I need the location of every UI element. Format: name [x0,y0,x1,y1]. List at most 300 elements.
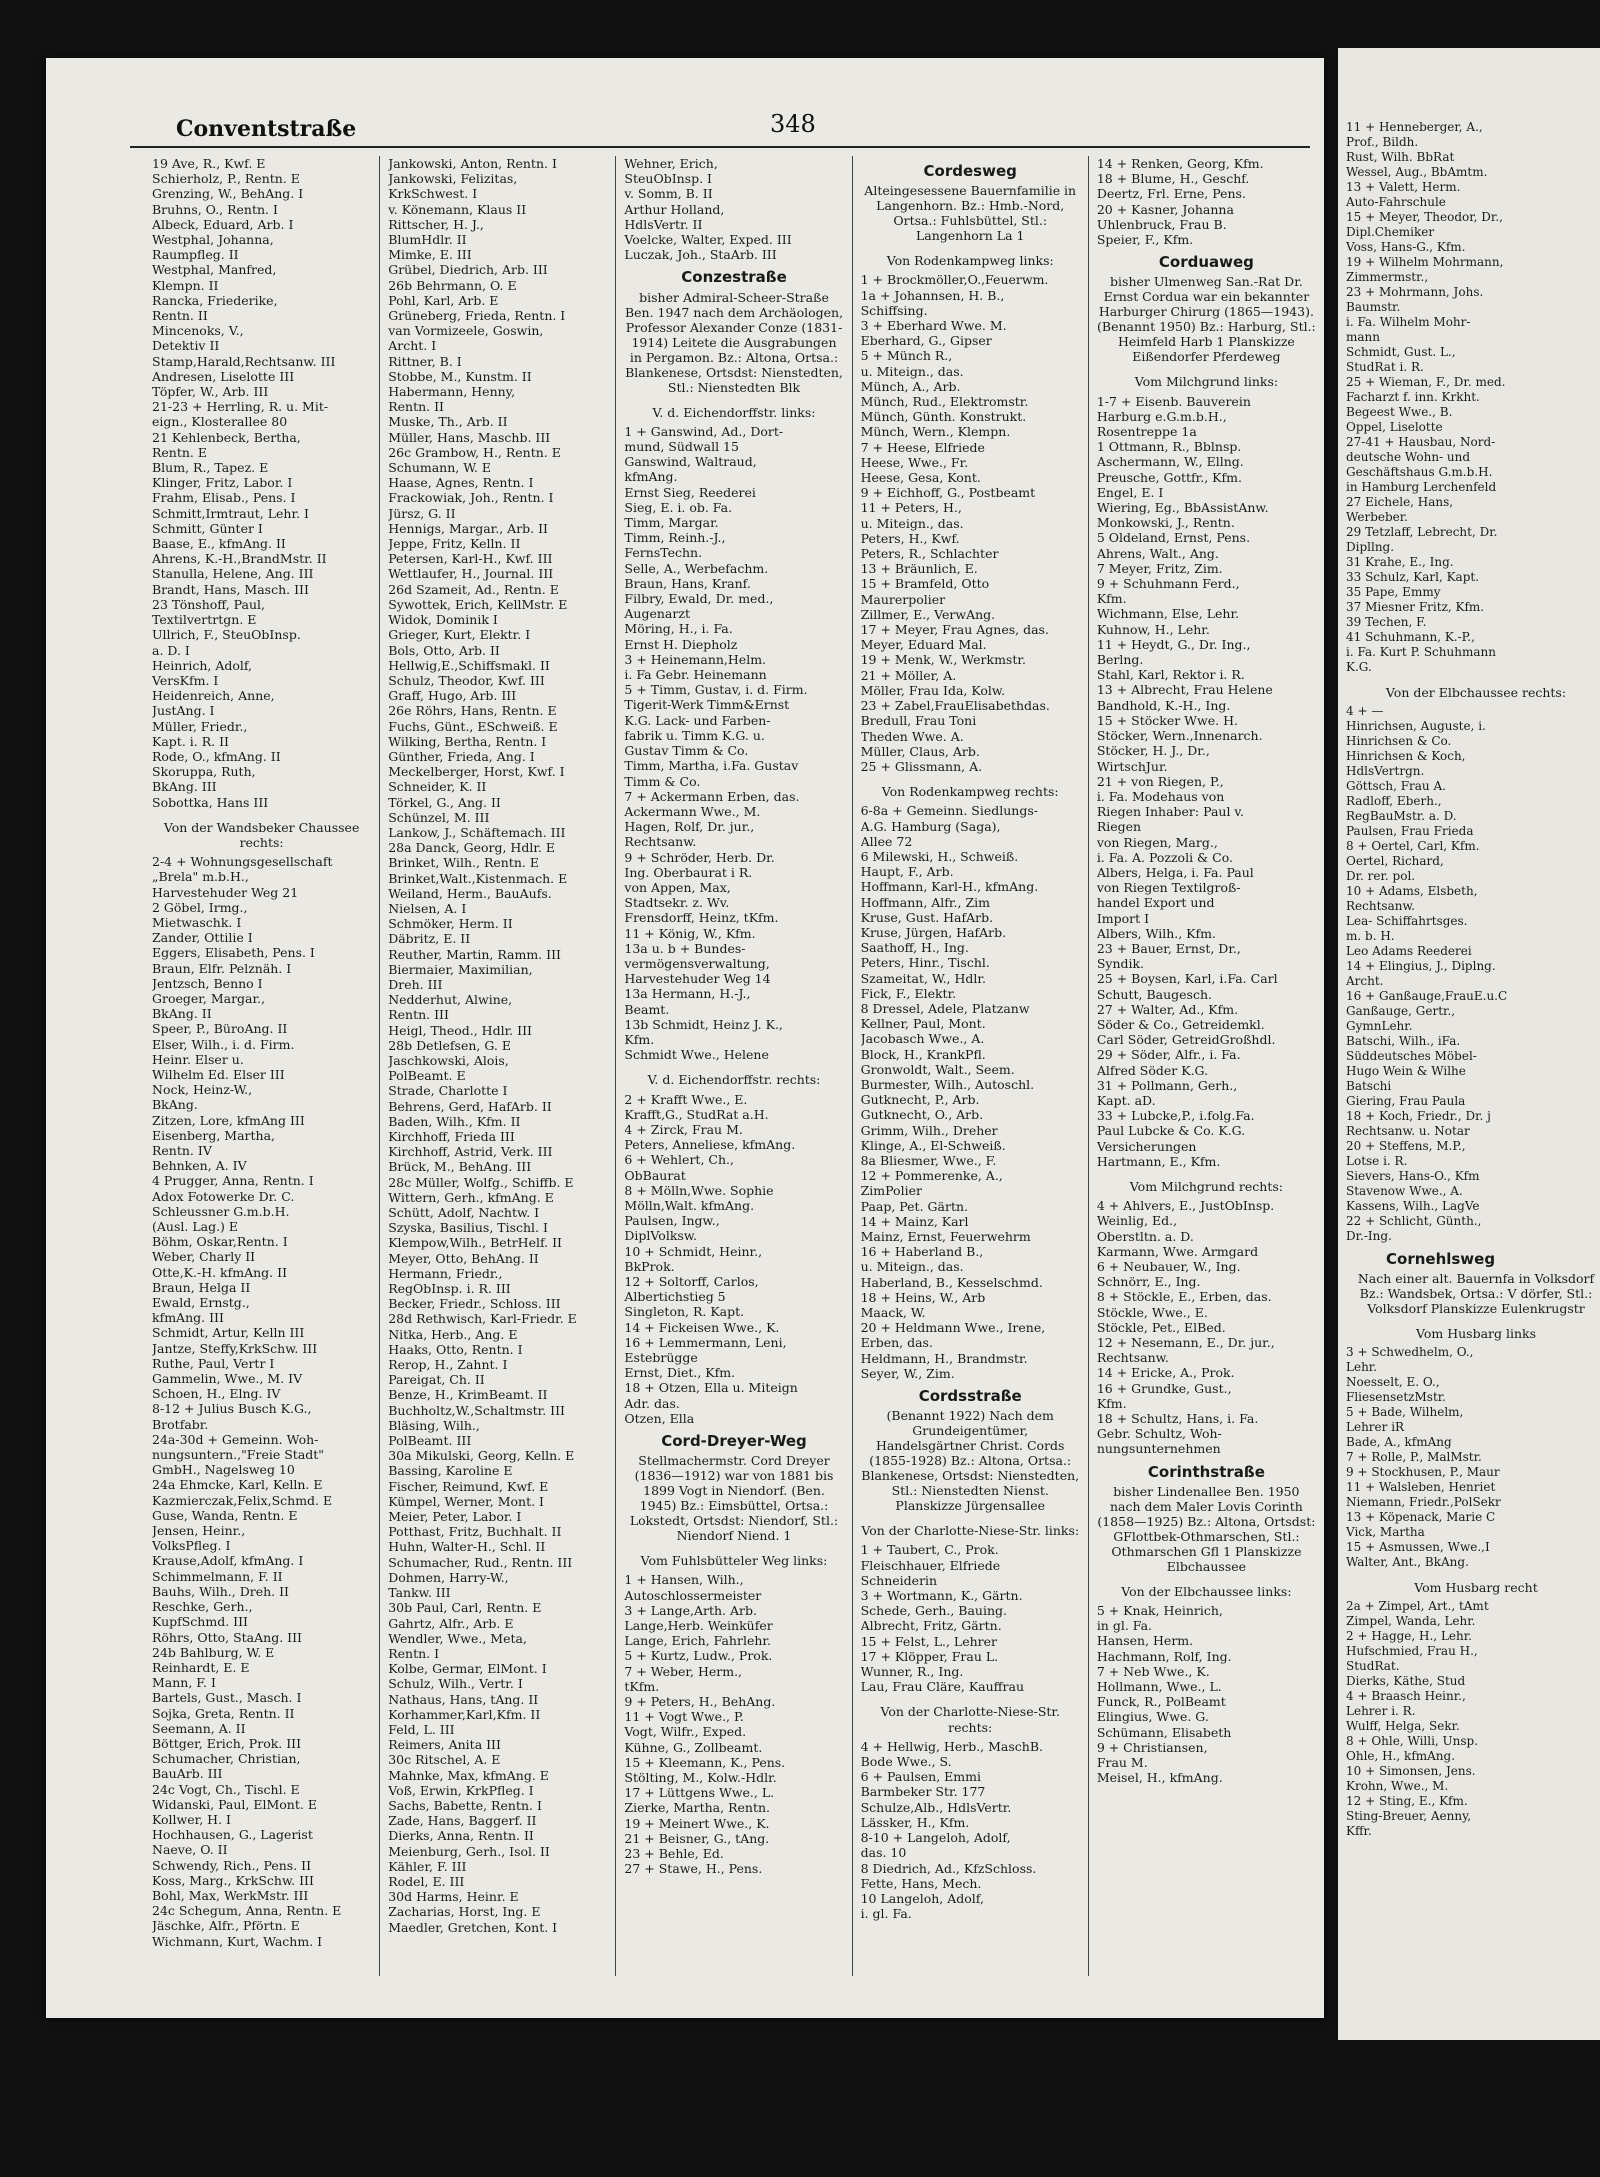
list-item: 5 + Münch R., [860,348,953,364]
entry-list [624,424,843,1063]
list-item: Riegen Inhaber: Paul v. [1096,804,1244,820]
list-item: Stöckle, Pet., ElBed. [1096,1319,1226,1335]
list-item: Dipllng. [1346,540,1395,554]
list-item: Wiering, Eg., BbAssistAnw. [1096,500,1269,516]
list-item: 8 + Oertel, Carl, Kfm. [1346,839,1480,853]
list-item: 24a-30d + Gemeinn. Woh- [152,1431,319,1447]
list-item: vermögensverwaltung, [624,955,770,971]
list-item: Radloff, Eberh., [1346,794,1442,808]
list-item: Pareigat, Ch. II [388,1372,485,1388]
list-item: Seemann, A. II [152,1720,246,1736]
list-item: 28b Detlefsen, G. E [388,1037,511,1053]
list-item: 1 + Taubert, C., Prok. [860,1542,999,1558]
list-item: Koss, Marg., KrkSchw. III [152,1872,314,1888]
list-item: Deertz, Frl. Erne, Pens. [1096,186,1246,202]
entry-list [861,272,1080,774]
street-title: Cornehlsweg [1386,1250,1496,1268]
list-item: Jensen, Heinr., [152,1523,246,1539]
list-item: Adox Fotowerke Dr. C. [152,1188,295,1204]
list-item: Möller, Frau Ida, Kolw. [860,682,1006,698]
list-item: Röhrs, Otto, StaAng. III [152,1629,302,1645]
list-item: Reschke, Gerh., [152,1599,253,1615]
list-item: Dr. rer. pol. [1346,869,1416,883]
list-item: Schumann, W. E [388,460,491,476]
list-item: Kapt. aD. [1096,1092,1156,1108]
list-item: Müller, Hans, Maschb. III [388,429,551,445]
list-item: 21 Kehlenbeck, Bertha, [152,429,301,445]
list-item: Jäschke, Alfr., Pförtn. E [152,1918,300,1934]
list-item: Behrens, Gerd, HafArb. II [388,1098,552,1114]
section-heading: Von der Elbchaussee rechts: [1385,685,1567,700]
list-item: Otzen, Ella [624,1410,695,1426]
list-item: Elingius, Wwe. G. [1096,1709,1209,1725]
list-item: i. Fa Gebr. Heinemann [624,667,767,683]
list-item: 6 + Paulsen, Emmi [860,1769,981,1785]
list-item: 39 Techen, F. [1346,615,1427,629]
list-item: Paul Lubcke & Co. K.G. [1096,1123,1246,1139]
list-item: Jentzsch, Benno I [152,975,263,991]
list-item: Krafft,G., StudRat a.H. [624,1106,769,1122]
list-item: 19 + Menk, W., Werkmstr. [860,652,1026,668]
list-item: Schleussner G.m.b.H. [152,1203,290,1219]
street-title: Cordsstraße [918,1387,1022,1406]
list-item: Kazmierczak,Felix,Schmd. E [152,1492,333,1508]
list-item: Skoruppa, Ruth, [152,764,256,780]
list-item: Behnken, A. IV [152,1158,247,1174]
list-item: Ernst H. Diepholz [624,636,738,652]
list-item: 19 + Meinert Wwe., K. [624,1815,770,1831]
list-item: Sting-Breuer, Aenny, [1346,1809,1472,1823]
list-item: Feld, L. III [388,1721,455,1737]
list-item: Frensdorff, Heinz, tKfm. [624,910,779,926]
section-heading: Von der Charlotte-Niese-Str. links: [861,1523,1080,1539]
list-item: Wettlaufer, H., Journal. III [388,566,554,582]
list-item: Reimers, Anita III [388,1737,501,1753]
list-item: Wittern, Gerh., kfmAng. E [388,1189,554,1205]
list-item: Versicherungen [1096,1138,1197,1154]
list-item: Archt. [1346,974,1384,988]
list-item: Timm, Reinh.-J., [624,530,726,546]
list-item: 16 + Ganßauge,FrauE.u.C [1346,989,1508,1003]
list-item: 13a u. b + Bundes- [624,940,746,956]
list-item: 13a Hermann, H.-J., [624,986,751,1002]
list-item: 35 Pape, Emmy [1346,585,1441,599]
list-item: 1 + Brockmöller,O.,Feuerwm. [860,272,1049,288]
list-item: 3 + Schwedhelm, O., [1346,1345,1474,1359]
list-item: Graff, Hugo, Arb. III [388,688,517,704]
list-item: 9 + Eichhoff, G., Postbeamt [860,485,1036,501]
list-item: mann [1346,330,1380,344]
list-item: Bode Wwe., S. [860,1754,952,1770]
list-item: 9 + Schuhmann Ferd., [1096,576,1240,592]
list-item: 5 + Timm, Gustav, i. d. Firm. [624,682,808,698]
list-item: Müller, Friedr., [152,718,248,734]
list-item: Ohle, H., kfmAng. [1346,1749,1456,1763]
list-item: Bandhold, K.-H., Ing. [1096,697,1231,713]
list-item: Eggers, Elisabeth, Pens. I [152,945,315,961]
list-item: Nielsen, A. I [388,900,467,916]
list-item: Schumacher, Rud., Rentn. III [388,1554,573,1570]
list-item: 27 + Stawe, H., Pens. [624,1861,763,1877]
list-item: Albers, Wilh., Kfm. [1096,925,1216,941]
list-item: Sievers, Hans-O., Kfm [1346,1169,1480,1183]
list-item: Maedler, Gretchen, Kont. I [388,1919,558,1935]
list-item: Braun, Helga II [152,1279,251,1295]
list-item: Schmitt, Günter I [152,520,263,536]
list-item: Rust, Wilh. BbRat [1346,150,1455,164]
list-item: 4 + Braasch Heinr., [1346,1689,1466,1703]
list-item: 21-23 + Herrling, R. u. Mit- [152,399,329,415]
list-item: PolBeamt. III [388,1433,472,1449]
list-item: Ing. Oberbaurat i R. [624,864,753,880]
list-item: Sywottek, Erich, KellMstr. E [388,596,568,612]
list-item: Hufschmied, Frau H., [1346,1644,1478,1658]
list-item: Gutknecht, P., Arb. [860,1092,980,1108]
list-item: Paulsen, Frau Frieda [1346,824,1474,838]
list-item: Schulz, Wilh., Vertr. I [388,1676,523,1692]
list-item: Rechtsanw. [1346,899,1416,913]
list-item: Schutt, Baugesch. [1096,986,1212,1002]
list-item: Hartmann, E., Kfm. [1096,1153,1221,1169]
list-item: Weinlig, Ed., [1096,1213,1178,1229]
list-item: Zimpel, Wanda, Lehr. [1346,1614,1476,1628]
list-item: 28c Müller, Wolfg., Schiffb. E [388,1174,574,1190]
list-item: mund, Südwall 15 [624,439,739,455]
list-item: Baden, Wilh., Kfm. II [388,1113,521,1129]
list-item: Brandt, Hans, Masch. III [152,581,309,597]
list-item: 21 + von Riegen, P., [1096,773,1224,789]
list-item: Kirchhoff, Frieda III [388,1129,515,1144]
list-item: Reinhardt, E. E [152,1659,250,1675]
list-item: Törkel, G., Ang. II [388,794,501,810]
street-title: Cord-Dreyer-Weg [661,1432,807,1451]
list-item: Klempow,Wilh., BetrHelf. II [388,1235,562,1251]
section-heading: Vom Milchgrund rechts: [1129,1178,1284,1194]
list-item: 17 + Klöpper, Frau L. [860,1648,999,1664]
list-item: Schoen, H., Elng. IV [152,1386,281,1402]
list-item: u. Miteign., das. [860,515,964,531]
list-item: 12 + Soltorff, Carlos, [624,1274,759,1289]
list-item: 11 + Heydt, G., Dr. Ing., [1096,636,1251,652]
list-item: BkProk. [624,1258,675,1274]
list-item: Nathaus, Hans, tAng. II [388,1691,539,1707]
running-head: Conventstraße [176,116,357,142]
list-item: 10 + Simonsen, Jens. [1346,1764,1476,1778]
list-item: Kfm. [1096,1395,1127,1411]
list-item: Kellner, Paul, Mont. [860,1016,986,1032]
list-item: Stöcker, H. J., Dr., [1096,743,1210,759]
list-item: Baumstr. [1346,300,1401,314]
list-item: Widok, Dominik I [388,612,498,628]
list-item: Carl Söder, GetreidGroßhdl. [1096,1032,1276,1048]
list-item: Lehr. [1346,1360,1378,1374]
list-item: Voss, Hans-G., Kfm. [1346,240,1466,254]
list-item: 14 + Fickeisen Wwe., K. [624,1319,780,1335]
list-item: Buchholtz,W.,Schaltmstr. III [388,1402,565,1418]
list-item: 1 + Hansen, Wilh., [624,1572,744,1588]
list-item: v. Könemann, Klaus II [388,201,527,217]
list-item: Gustav Timm & Co. [624,743,749,759]
list-item: K.G. Lack- und Farben- [624,712,771,728]
list-item: Kapt. i. R. II [152,733,229,749]
list-item: Kähler, F. III [388,1858,467,1874]
list-item: Stobbe, M., Kunstm. II [388,368,532,384]
list-item: Heinr. Elser u. [152,1051,244,1067]
list-item: Berlng. [1096,652,1144,668]
entry-list [624,1092,843,1426]
list-item: kfmAng. III [152,1310,224,1326]
list-item: 3 + Lange,Arth. Arb. [624,1602,757,1618]
list-item: Grüneberg, Frieda, Rentn. I [388,308,566,324]
list-item: Korhammer,Karl,Kfm. II [388,1706,541,1722]
list-item: Lange, Erich, Fahrlehr. [624,1633,771,1649]
list-item: StudRat i. R. [1346,360,1424,374]
list-item: 15 + Kleemann, K., Pens. [624,1754,786,1770]
list-item: 1 Ottmann, R., Bblnsp. [1096,439,1242,455]
list-item: Eisenberg, Martha, [152,1127,276,1143]
list-item: Jacobasch Wwe., A. [860,1031,985,1047]
list-item: Dr.-Ing. [1346,1229,1392,1243]
list-item: u. Miteign., das. [860,1259,964,1275]
list-item: 30c Ritschel, A. E [388,1752,501,1768]
list-item: 20 + Heldmann Wwe., Irene, [860,1320,1046,1336]
list-item: Timm & Co. [624,773,701,789]
list-item: 8 + Ohle, Willi, Unsp. [1346,1734,1479,1748]
list-item: Textilvertrtgn. E [152,612,257,628]
list-item: Münch, Rud., Elektromstr. [860,394,1029,410]
list-item: 14 + Mainz, Karl [860,1213,969,1229]
list-item: 8a Bliesmer, Wwe., F. [860,1152,997,1168]
list-item: Kuhnow, H., Lehr. [1096,621,1210,637]
list-item: 24a Ehmcke, Karl, Kelln. E [152,1477,323,1493]
list-item: Zitzen, Lore, kfmAng III [152,1112,305,1128]
list-item: Adr. das. [624,1395,680,1411]
list-item: Voß, Erwin, KrkPfleg. I [388,1782,534,1798]
list-item: Habermann, Henny, [388,384,516,400]
list-item: Brinket,Walt.,Kistenmach. E [388,870,568,886]
entry-list [861,1739,1080,1921]
list-item: Hinrichsen & Koch, [1346,749,1466,763]
list-item: Luczak, Joh., StaArb. III [624,247,777,263]
list-item: Wilhelm Ed. Elser III [152,1066,285,1082]
list-item: von Appen, Max, [624,879,731,895]
list-item: Stahl, Karl, Rektor i. R. [1096,667,1245,683]
entry-list [861,803,1080,1381]
list-item: 24b Bahlburg, W. E [152,1644,275,1660]
list-item: KupfSchmd. III [152,1614,248,1630]
list-item: Wilking, Bertha, Rentn. I [388,733,547,749]
entry-list [1346,1345,1600,1570]
list-item: Albertichstieg 5 [624,1289,726,1305]
list-item: VolksPfleg. I [152,1538,231,1554]
list-item: Wehner, Erich, [624,156,718,171]
list-item: Rerop, H., Zahnt. I [388,1357,508,1373]
list-item: Vogt, Wilfr., Exped. [624,1724,747,1740]
list-item: Bohl, Max, WerkMstr. III [152,1887,309,1903]
list-item: Heinrich, Adolf, [152,657,253,673]
street-description: Nach einer alt. Bauernfa in Volksdorf Bz.: Wandsbek, Ortsa.: V dörfer, Stl.: Volksdorf Planskizze Eulenkrugstr [1357,1271,1595,1316]
list-item: A.G. Hamburg (Saga), [860,818,1001,834]
facing-page-column [1340,120,1600,1839]
entry-list [388,156,607,1935]
list-item: Wessel, Aug., BbAmtm. [1346,165,1488,179]
list-item: Kümpel, Werner, Mont. I [388,1493,544,1509]
list-item: Theden Wwe. A. [860,728,964,744]
list-item: Heidenreich, Anne, [152,688,275,704]
list-item: Hagen, Rolf, Dr. jur., [624,819,755,835]
list-item: Ahrens, Walt., Ang. [1096,545,1219,561]
list-item: Bredull, Frau Toni [860,713,977,729]
list-item: 4 Prugger, Anna, Rentn. I [152,1173,314,1189]
list-item: 7 + Neb Wwe., K. [1096,1663,1210,1679]
list-item: Schmidt, Artur, Kelln III [152,1325,305,1341]
list-item: 13 + Bräunlich, E. [860,561,978,577]
directory-columns [144,156,1324,1976]
list-item: Hennigs, Margar., Arb. II [388,520,548,536]
list-item: 11 + Henneberger, A., [1346,120,1483,134]
list-item: Braun, Hans, Kranf. [624,575,751,591]
list-item: deutsche Wohn- und [1346,450,1471,464]
list-item: Meckelberger, Horst, Kwf. I [388,764,565,780]
list-item: Mietwaschk. I [152,914,242,930]
list-item: Syndik. [1096,956,1145,972]
list-item: Grübel, Diedrich, Arb. III [388,262,548,278]
list-item: VersKfm. I [152,672,219,688]
list-item: Szameitat, W., Hdlr. [860,970,986,986]
list-item: 8 Dressel, Adele, Platzanw [860,1000,1030,1016]
list-item: Rancka, Friederike, [152,292,278,308]
list-item: Jürsz, G. II [388,505,456,521]
list-item: Uhlenbruck, Frau B. [1096,216,1227,232]
list-item: Blum, R., Tapez. E [152,460,269,476]
list-item: Meisel, H., kfmAng. [1096,1770,1223,1786]
list-item: GmbH., Nagelsweg 10 [152,1462,295,1478]
list-item: in Hamburg Lerchenfeld [1346,480,1497,494]
list-item: 28a Danck, Georg, Hdlr. E [388,840,555,856]
list-item: Karmann, Wwe. Armgard [1096,1243,1259,1259]
list-item: Bade, A., kfmAng [1346,1435,1452,1449]
list-item: Schneider, K. II [388,779,487,795]
list-item: Biermaier, Maximilian, [388,961,533,977]
list-item: Jantze, Steffy,KrkSchw. III [152,1340,318,1356]
list-item: Fleischhauer, Elfriede [860,1557,1001,1573]
list-item: Däbritz, E. II [388,931,471,947]
list-item: 4 + Ahlvers, E., JustObInsp. [1096,1198,1275,1214]
list-item: Saathoff, H., Ing. [860,940,969,956]
list-item: 7 + Ackermann Erben, das. [624,788,800,804]
section-heading: Vom Milchgrund links: [1134,374,1279,390]
list-item: Klinge, A., El-Schweiß. [860,1137,1006,1153]
list-item: Archt. I [388,338,437,354]
list-item: Naeve, O. II [152,1842,228,1858]
list-item: 29 Tetzlaff, Lebrecht, Dr. [1346,525,1498,539]
list-item: Ernst Sieg, Reederei [624,484,756,500]
list-item: Ewald, Ernstg., [152,1295,250,1311]
list-item: Schwendy, Rich., Pens. II [152,1857,312,1873]
list-item: Mann, F. I [152,1675,216,1691]
list-item: 6-8a + Gemeinn. Siedlungs- [860,803,1038,819]
list-item: das. 10 [860,1845,907,1861]
list-item: Schulze,Alb., HdlsVertr. [860,1799,1012,1815]
list-item: Schmidt Wwe., Helene [624,1047,769,1063]
street-description: Stellmachermstr. Cord Dreyer (1836—1912) war von 1881 bis 1899 Vogt in Niendorf. (Ben. 1945) Bz.: Eimsbüttel, Ortsa.: Lokstedt, Ortsdst: Niendorf, Stl.: Niendorf Niend. 1 [629,1453,839,1544]
section-heading: V. d. Eichendorffstr. rechts: [647,1072,821,1088]
list-item: Guse, Wanda, Rentn. E [152,1507,298,1523]
list-item: Braun, Elfr. Pelznäh. I [152,960,292,976]
list-item: (Ausl. Lag.) E [152,1219,239,1235]
list-item: 24c Vogt, Ch., Tischl. E [152,1781,300,1797]
list-item: Schneiderin [860,1572,938,1588]
list-item: Kffr. [1346,1824,1372,1838]
list-item: Ackermann Wwe., M. [624,803,761,819]
list-item: Rodel, E. III [388,1873,465,1889]
street-description: (Benannt 1922) Nach dem Grundeigentümer, Handelsgärtner Christ. Cords (1855-1928) Bz.: Altona, Ortsa.: Blankenese, Ortsdst: Nienstedten, Stl.: Nienstedten Nienst. Planskizze Jürgensallee [861,1408,1080,1514]
list-item: Estebrügge [624,1350,698,1366]
list-item: Stanulla, Helene, Ang. III [152,566,314,582]
list-item: 3 + Eberhard Wwe. M. [860,318,1007,334]
list-item: Lotse i. R. [1346,1154,1408,1168]
list-item: ObBaurat [624,1167,686,1183]
list-item: Paulsen, Ingw., [624,1213,720,1229]
list-item: Rosentreppe 1a [1096,424,1197,440]
section-heading: Von Rodenkampweg links: [886,253,1054,269]
list-item: 15 + Bramfeld, Otto [860,576,990,592]
list-item: K.G. [1346,660,1372,674]
list-item: 10 + Adams, Elsbeth, [1346,884,1478,898]
entry-list [861,1542,1080,1694]
list-item: 27 + Walter, Ad., Kfm. [1096,1001,1239,1017]
list-item: Hochhausen, G., Lagerist [152,1827,313,1843]
list-item: Albrecht, Fritz, Gärtn. [860,1618,1002,1634]
list-item: Zillmer, E., VerwAng. [860,606,996,622]
list-item: Peters, Anneliese, kfmAng. [624,1137,796,1153]
list-item: Sachs, Babette, Rentn. I [388,1797,542,1813]
list-item: kfmAng. [624,469,678,485]
list-item: Möring, H., i. Fa. [624,621,733,637]
list-item: 4 + — [1346,704,1384,718]
list-item: 20 + Kasner, Johanna [1096,201,1234,217]
list-item: 6 + Wehlert, Ch., [624,1152,734,1168]
street-title: Conzestraße [681,268,787,287]
list-item: PolBeamt. E [388,1068,466,1084]
list-item: Singleton, R. Kapt. [624,1304,745,1320]
list-item: Jaschkowski, Alois, [388,1052,509,1068]
list-item: Zimmermstr., [1346,270,1429,284]
list-item: Wendler, Wwe., Meta, [388,1630,527,1646]
list-item: 7 + Rolle, P., MalMstr. [1346,1450,1482,1464]
list-item: Schimmelmann, F. II [152,1568,283,1584]
list-item: Schierholz, P., Rentn. E [152,171,300,187]
list-item: Stöcker, Wern.,Innenarch. [1096,728,1263,744]
list-item: Heese, Gesa, Kont. [860,470,981,486]
list-item: Becker, Friedr., Schloss. III [388,1296,561,1312]
list-item: Schede, Gerh., Bauing. [860,1603,1008,1619]
list-item: Kfm. [1096,591,1127,607]
list-item: 18 + Koch, Friedr., Dr. j [1346,1109,1491,1123]
list-item: Autoschlossermeister [624,1587,762,1603]
list-item: 16 + Grundke, Gust., [1096,1380,1232,1396]
list-item: Fette, Hans, Mech. [860,1875,982,1891]
list-item: 15 + Stöcker Wwe. H. [1096,712,1238,728]
list-item: 26e Röhrs, Hans, Rentn. E [388,703,557,719]
list-item: Nitka, Herb., Ang. E [388,1326,518,1342]
list-item: 18 + Schultz, Hans, i. Fa. [1096,1411,1259,1427]
list-item: Müller, Claus, Arb. [860,743,980,759]
list-item: Lau, Frau Cläre, Kauffrau [860,1679,1025,1695]
street-description: Alteingesessene Bauernfamilie in Langenhorn. Bz.: Hmb.-Nord, Ortsa.: Fuhlsbüttel, Stl.: Langenhorn La 1 [864,183,1077,244]
list-item: Werbeber. [1346,510,1408,524]
list-item: 8 + Stöckle, E., Erben, das. [1096,1289,1272,1305]
